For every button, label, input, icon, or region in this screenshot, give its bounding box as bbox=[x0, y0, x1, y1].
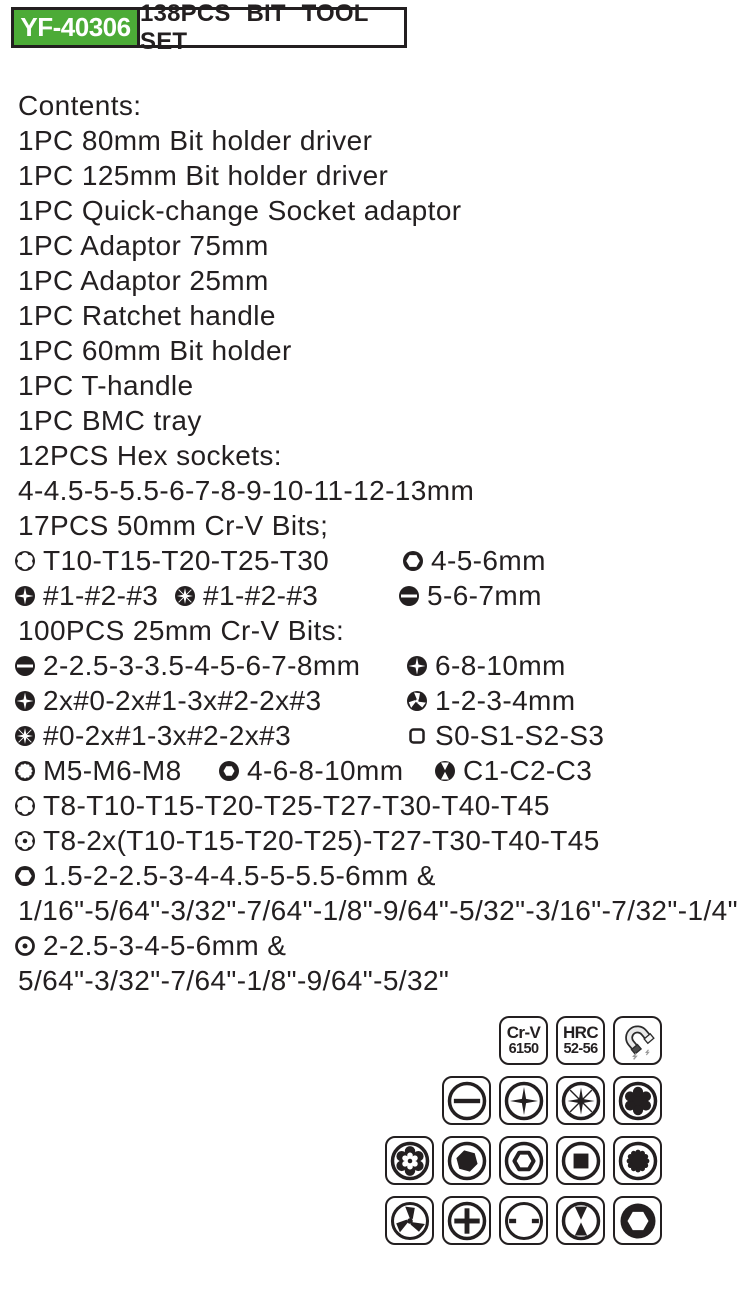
badge-label: 6150 bbox=[508, 1040, 539, 1057]
contents-line bbox=[14, 508, 750, 543]
contents-text: 1PC Ratchet handle bbox=[18, 299, 276, 331]
contents-text: 12PCS Hex sockets: bbox=[18, 439, 282, 471]
contents-line bbox=[14, 88, 750, 123]
contents-text: 1PC 80mm Bit holder driver bbox=[18, 124, 373, 156]
square-bit-icon bbox=[406, 725, 428, 747]
contents-segment bbox=[14, 125, 372, 157]
contents-text: 1PC BMC tray bbox=[18, 404, 202, 436]
contents-text: 6-8-10mm bbox=[435, 649, 566, 681]
contents-line bbox=[14, 648, 750, 683]
contents-segment bbox=[406, 650, 566, 682]
pozidriv-bit-icon bbox=[14, 725, 36, 747]
contents-line bbox=[14, 753, 750, 788]
spanner-icon bbox=[503, 1200, 545, 1242]
hex-pin-bit-icon bbox=[14, 935, 36, 957]
contents-segment bbox=[402, 545, 546, 577]
contents-segment bbox=[14, 440, 282, 472]
contents-text: #0-2x#1-3x#2-2x#3 bbox=[43, 719, 292, 751]
contents-text: C1-C2-C3 bbox=[463, 754, 593, 786]
contents-text: 1PC T-handle bbox=[18, 369, 194, 401]
contents-line bbox=[14, 683, 750, 718]
torx-icon bbox=[617, 1080, 659, 1122]
contents-text: 1PC 125mm Bit holder driver bbox=[18, 159, 389, 191]
badge-pozidriv bbox=[556, 1076, 605, 1125]
contents-line bbox=[14, 473, 750, 508]
contents-segment bbox=[14, 965, 449, 997]
spline-bit-icon bbox=[14, 760, 36, 782]
badge-triwing bbox=[385, 1196, 434, 1245]
torx-tamper-icon bbox=[389, 1140, 431, 1182]
contents-text: T8-T10-T15-T20-T25-T27-T30-T40-T45 bbox=[43, 789, 550, 821]
contents-text: 2x#0-2x#1-3x#2-2x#3 bbox=[43, 684, 322, 716]
magnet-icon bbox=[617, 1020, 659, 1062]
page-title: 138PCS BIT TOOL SET bbox=[137, 10, 404, 45]
contents-line bbox=[14, 123, 750, 158]
contents-line bbox=[14, 893, 750, 928]
contents-line bbox=[14, 858, 750, 893]
badge-hex-hole bbox=[613, 1196, 662, 1245]
header bbox=[11, 0, 407, 55]
contents-segment bbox=[14, 790, 550, 822]
contents-segment bbox=[14, 265, 269, 297]
contents-text: 4-4.5-5-5.5-6-7-8-9-10-11-12-13mm bbox=[18, 474, 475, 506]
contents-segment bbox=[14, 545, 402, 577]
hrc-52-56-badge bbox=[556, 1016, 605, 1065]
contents-text: #1-#2-#3 bbox=[43, 579, 159, 611]
magnet-badge bbox=[613, 1016, 662, 1065]
phillips-bit-icon bbox=[14, 690, 36, 712]
crv-6150-badge bbox=[499, 1016, 548, 1065]
contents-text: 1.5-2-2.5-3-4-4.5-5-5.5-6mm & bbox=[43, 859, 436, 891]
phillips-bit-icon bbox=[406, 655, 428, 677]
contents-text: #1-#2-#3 bbox=[203, 579, 319, 611]
contents-segment bbox=[14, 195, 462, 227]
badge-clutch bbox=[556, 1196, 605, 1245]
contents-line bbox=[14, 368, 750, 403]
contents-segment bbox=[14, 860, 436, 892]
contents-segment bbox=[434, 755, 592, 787]
pozidriv-bit-icon bbox=[174, 585, 196, 607]
triwing-bit-icon bbox=[406, 690, 428, 712]
contents-line bbox=[14, 543, 750, 578]
contents-segment bbox=[14, 335, 292, 367]
contents-text: 1PC Adaptor 75mm bbox=[18, 229, 269, 261]
contents-line bbox=[14, 438, 750, 473]
contents-text: 1PC Quick-change Socket adaptor bbox=[18, 194, 462, 226]
contents-segment bbox=[174, 580, 398, 612]
contents-text: 5/64"-3/32"-7/64"-1/8"-9/64"-5/32" bbox=[18, 964, 450, 996]
slotted-icon bbox=[446, 1080, 488, 1122]
badge-grid bbox=[385, 1016, 662, 1245]
contents-segment bbox=[14, 370, 194, 402]
contents-segment bbox=[406, 685, 576, 717]
contents-text: Contents: bbox=[18, 89, 142, 121]
spline-icon bbox=[617, 1140, 659, 1182]
contents-segment bbox=[14, 300, 276, 332]
torx-pin-bit-icon bbox=[14, 830, 36, 852]
contents-text: 1PC Adaptor 25mm bbox=[18, 264, 269, 296]
badge-hex-socket bbox=[499, 1136, 548, 1185]
contents-text: 17PCS 50mm Cr-V Bits; bbox=[18, 509, 329, 541]
slotted-bit-icon bbox=[14, 655, 36, 677]
contents-segment bbox=[14, 650, 406, 682]
contents-segment bbox=[398, 580, 542, 612]
model-badge: YF-40306 bbox=[14, 10, 137, 45]
contents-segment bbox=[14, 825, 600, 857]
torx-bit-icon bbox=[14, 795, 36, 817]
contents-line bbox=[14, 333, 750, 368]
badge-phillips bbox=[499, 1076, 548, 1125]
badge-torx-tamper bbox=[385, 1136, 434, 1185]
contents-line bbox=[14, 963, 750, 998]
badge-cross bbox=[442, 1196, 491, 1245]
contents-line bbox=[14, 298, 750, 333]
hex-icon bbox=[446, 1140, 488, 1182]
pozidriv-icon bbox=[560, 1080, 602, 1122]
hex-bit-icon bbox=[14, 865, 36, 887]
contents-segment bbox=[406, 720, 604, 752]
contents-text: 4-5-6mm bbox=[431, 544, 546, 576]
contents-segment bbox=[14, 510, 328, 542]
badge-torx bbox=[613, 1076, 662, 1125]
contents-segment bbox=[14, 405, 202, 437]
badge-label: HRC bbox=[562, 1023, 599, 1043]
contents-segment bbox=[218, 755, 434, 787]
contents-segment bbox=[14, 685, 406, 717]
contents-text: 1PC 60mm Bit holder bbox=[18, 334, 292, 366]
contents-text: 5-6-7mm bbox=[427, 579, 542, 611]
phillips-icon bbox=[503, 1080, 545, 1122]
clutch-bit-icon bbox=[434, 760, 456, 782]
badge-hex bbox=[442, 1136, 491, 1185]
contents-line bbox=[14, 578, 750, 613]
hex-bit-icon bbox=[402, 550, 424, 572]
hex-small-bit-icon bbox=[218, 760, 240, 782]
hex-socket-icon bbox=[503, 1140, 545, 1182]
contents-segment bbox=[14, 930, 286, 962]
contents-text: 1-2-3-4mm bbox=[435, 684, 576, 716]
contents-list bbox=[14, 88, 750, 998]
clutch-icon bbox=[560, 1200, 602, 1242]
badge-label: Cr-V bbox=[506, 1023, 541, 1043]
contents-line bbox=[14, 158, 750, 193]
contents-text: T10-T15-T20-T25-T30 bbox=[43, 544, 330, 576]
contents-text: M5-M6-M8 bbox=[43, 754, 182, 786]
contents-line bbox=[14, 823, 750, 858]
badge-slotted bbox=[442, 1076, 491, 1125]
cross-icon bbox=[446, 1200, 488, 1242]
triwing-icon bbox=[389, 1200, 431, 1242]
contents-segment bbox=[14, 895, 738, 927]
torx-bit-icon bbox=[14, 550, 36, 572]
contents-text: 100PCS 25mm Cr-V Bits: bbox=[18, 614, 345, 646]
contents-segment bbox=[14, 160, 388, 192]
contents-segment bbox=[14, 90, 141, 122]
contents-line bbox=[14, 928, 750, 963]
contents-text: 2-2.5-3-3.5-4-5-6-7-8mm bbox=[43, 649, 361, 681]
contents-segment bbox=[14, 230, 269, 262]
badge-square bbox=[556, 1136, 605, 1185]
badge-label: 52-56 bbox=[563, 1040, 598, 1057]
contents-text: T8-2x(T10-T15-T20-T25)-T27-T30-T40-T45 bbox=[43, 824, 600, 856]
badge-spanner bbox=[499, 1196, 548, 1245]
contents-line bbox=[14, 403, 750, 438]
slotted-bit-icon bbox=[398, 585, 420, 607]
contents-segment bbox=[14, 475, 474, 507]
badge-spline bbox=[613, 1136, 662, 1185]
contents-line bbox=[14, 263, 750, 298]
phillips-bit-icon bbox=[14, 585, 36, 607]
contents-segment bbox=[14, 615, 344, 647]
contents-line bbox=[14, 193, 750, 228]
contents-text: S0-S1-S2-S3 bbox=[435, 719, 605, 751]
contents-line bbox=[14, 228, 750, 263]
contents-segment bbox=[14, 720, 406, 752]
contents-line bbox=[14, 788, 750, 823]
contents-line bbox=[14, 718, 750, 753]
contents-text: 1/16"-5/64"-3/32"-7/64"-1/8"-9/64"-5/32"-3/16"-7/32"-1/4" bbox=[18, 894, 738, 926]
contents-segment bbox=[14, 755, 218, 787]
square-icon bbox=[560, 1140, 602, 1182]
contents-text: 4-6-8-10mm bbox=[247, 754, 404, 786]
hex-hole-icon bbox=[617, 1200, 659, 1242]
contents-line bbox=[14, 613, 750, 648]
contents-text: 2-2.5-3-4-5-6mm & bbox=[43, 929, 287, 961]
contents-segment bbox=[14, 580, 174, 612]
